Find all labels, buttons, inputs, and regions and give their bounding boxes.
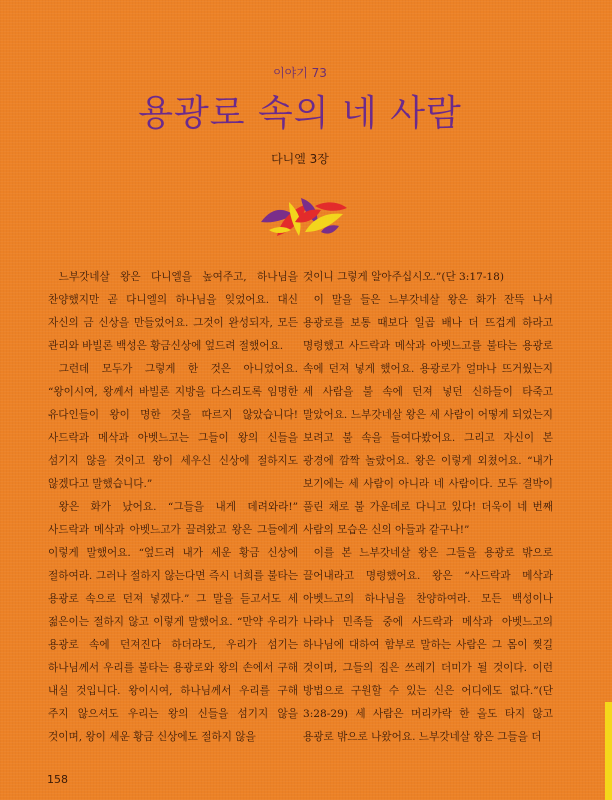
paragraph: 것이니 그렇게 알아주십시오.”(단 3:17-18)	[303, 271, 505, 283]
paragraph: 이 말을 들은 느부갓네살 왕은 화가 잔뜩 나서 용광로를 보통 때보다 일곱 배나 더 뜨겁게 하라고 명령했고 사드락과 메삭과 아벳느고를 불타는 용광로 속에 던져 넣게 했어요. 용광로가 얼마나 뜨거웠는지 세 사람을 불 속에 던져 넣던 신하들이 타죽고 말았어요. 느부갓네살 왕은 세 사람이 어떻게 되었는지 보려고 불 속을 들여다봤어요. 그리고 자신이 본 광경에 깜짝 놀랐어요. 왕은 이렇게 외쳤어요. “내가 보기에는 세 사람이 아니라 네 사람이다. 모두 결박이 풀린 채로 불 가운데로 다니고 있다! 더욱이 네 번째 사람의 모습은 신의 아들과 같구나!”	[303, 294, 553, 536]
paragraph: 그런데 모두가 그렇게 한 것은 아니었어요. “왕이시여, 왕께서 바빌론 지방을 다스리도록 임명한 유다인들이 왕이 명한 것을 따르지 않았습니다! 사드락과 메삭과 아벳느고는 그들이 왕의 신들을 섬기지 않을 것이고 왕이 세우신 신상에 절하지도 않겠다고 말했습니다.”	[48, 363, 298, 490]
story-title: 용광로 속의 네 사람	[138, 93, 462, 134]
scripture-reference: 다니엘 3장	[271, 152, 329, 166]
body-column-right	[303, 266, 553, 749]
paragraph: 왕은 화가 났어요. “그들을 내게 데려와라!” 사드락과 메삭과 아벳느고가 끌려왔고 왕은 그들에게 이렇게 말했어요. “엎드려 내가 세운 황금 신상에 절하여라. 그러나 절하지 않는다면 즉시 너희를 불타는 용광로 속으로 던져 넣겠다.” 그 말을 듣고서도 세 젊은이는 절하지 않고 이렇게 말했어요. “만약 우리가 용광로 속에 던져진다 하더라도, 우리가 섬기는 하나님께서 우리를 불타는 용광로와 왕의 손에서 구해 내실 것입니다. 왕이시여, 하나님께서 우리를 구해 주지 않으셔도 우리는 왕의 신들을 섬기지 않을 것이며, 왕이 세운 황금 신상에도 절하지 않을	[48, 501, 298, 743]
page-number: 158	[47, 773, 68, 786]
body-column-left	[48, 266, 298, 749]
story-number-label: 이야기 73	[273, 66, 327, 80]
paragraph: 느부갓네살 왕은 다니엘을 높여주고, 하나님을 찬양했지만 곧 다니엘의 하나님을 잊었어요. 대신 자신의 금 신상을 만들었어요. 그것이 완성되자, 모든 관리와 바빌론 백성은 황금신상에 엎드려 절했어요.	[48, 271, 298, 352]
flaming-leaves-icon	[255, 192, 350, 242]
page-edge-tab	[605, 702, 612, 800]
paragraph: 이를 본 느부갓네살 왕은 그들을 용광로 밖으로 끌어내라고 명령했어요. 왕은 “사드락과 메삭과 아벳느고의 하나님을 찬양하여라. 모든 백성이나 나라나 민족들 중에 사드락과 메삭과 아벳느고의 하나님에 대하여 함부로 말하는 사람은 그 몸이 찢길 것이며, 그들의 집은 쓰레기 더미가 될 것이다. 이런 방법으로 구원할 수 있는 신은 어디에도 없다.”(단 3:28-29) 세 사람은 머리카락 한 올도 타지 않고 용광로 밖으로 나왔어요. 느부갓네살 왕은 그들을 더	[303, 547, 553, 743]
